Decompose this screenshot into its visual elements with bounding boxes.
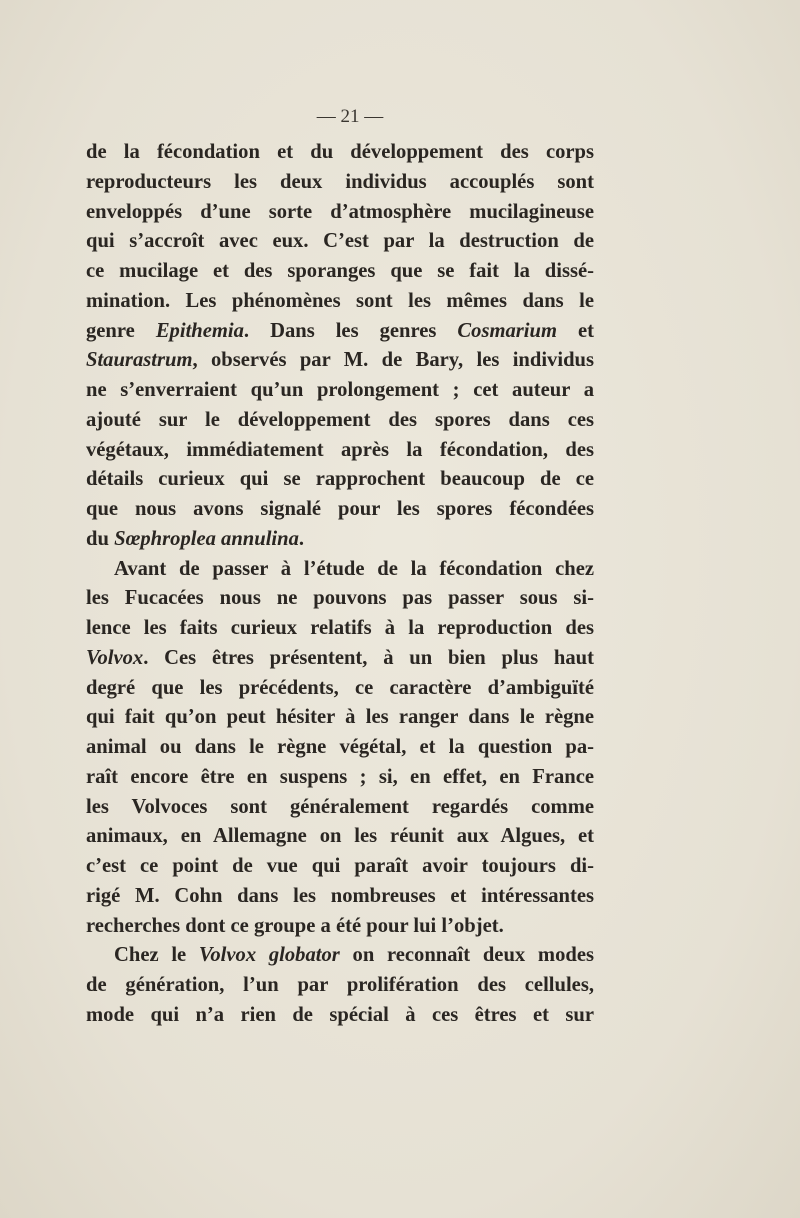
italic-text: Epithemia xyxy=(155,319,244,342)
text-run: ce mucilage et des sporanges que se fait la dissé- xyxy=(86,260,594,282)
text-line xyxy=(86,495,594,525)
text-run: que nous avons signalé pour les spores fécondées xyxy=(86,498,594,520)
italic-text: Volvox xyxy=(86,646,144,669)
text-line xyxy=(86,882,594,912)
text-line xyxy=(86,644,594,674)
text-run: mination. Les phénomènes sont les mêmes dans le xyxy=(86,289,594,312)
text-line xyxy=(86,376,594,406)
text-run: qui s’accroît avec eux. C’est par la destruction de xyxy=(86,230,594,253)
text-run: les Volvoces sont généralement regardés comme xyxy=(86,795,594,818)
text-run: et xyxy=(557,319,595,342)
text-line xyxy=(86,436,594,466)
text-line xyxy=(86,317,594,347)
text-run: enveloppés d’une sorte d’atmosphère mucilagineuse xyxy=(86,200,594,223)
text-run: les Fucacées nous ne pouvons pas passer sous si- xyxy=(86,587,594,610)
text-run: végétaux, immédiatement après la fécondation, des xyxy=(86,438,594,461)
body-text xyxy=(86,138,594,1031)
text-line xyxy=(86,822,594,852)
text-run: Avant de passer à l’étude de la fécondation chez xyxy=(114,557,594,580)
text-run: recherches dont ce groupe a été pour lui l’objet. xyxy=(86,914,504,937)
text-line xyxy=(86,287,594,317)
text-line xyxy=(86,525,594,555)
text-run: qui fait qu’on peut hésiter à les ranger dans le règne xyxy=(86,706,594,729)
text-line xyxy=(86,584,594,614)
text-run: reproducteurs les deux individus accouplés sont xyxy=(86,170,594,193)
text-run: on reconnaît deux modes xyxy=(339,944,594,967)
italic-text: Sœphroplea annulina xyxy=(114,527,299,550)
text-run: degré que les précédents, ce caractère d’ambiguïté xyxy=(86,676,594,699)
text-line xyxy=(86,703,594,733)
italic-text: Volvox globator xyxy=(198,944,340,967)
text-line xyxy=(86,555,594,585)
text-run: lence les faits curieux relatifs à la reproduction des xyxy=(86,617,594,639)
text-run: . Dans les genres xyxy=(243,319,458,342)
italic-text: Staurastrum xyxy=(86,349,193,372)
text-run: Chez le xyxy=(114,944,199,967)
text-run: c’est ce point de vue qui paraît avoir toujours di- xyxy=(86,855,594,877)
text-line xyxy=(86,912,594,942)
text-line xyxy=(86,971,594,1001)
text-run: . Ces êtres présentent, à un bien plus haut xyxy=(143,646,594,669)
text-run: ne s’enverraient qu’un prolongement ; cet auteur a xyxy=(86,379,594,401)
text-line xyxy=(86,257,594,287)
italic-text: Cosmarium xyxy=(457,319,557,342)
text-line xyxy=(86,198,594,228)
text-line xyxy=(86,406,594,436)
text-line xyxy=(86,465,594,495)
text-line xyxy=(86,614,594,644)
text-run: ajouté sur le développement des spores dans ces xyxy=(86,408,594,431)
text-run: rigé M. Cohn dans les nombreuses et intéressantes xyxy=(86,884,594,907)
text-run: de la fécondation et du développement des corps xyxy=(86,141,594,163)
text-run: mode qui n’a rien de spécial à ces êtres et sur xyxy=(86,1003,594,1026)
text-line xyxy=(86,763,594,793)
text-run: genre xyxy=(86,319,156,342)
text-line xyxy=(86,852,594,882)
text-line xyxy=(86,674,594,704)
text-line xyxy=(86,941,594,971)
text-line xyxy=(86,168,594,198)
text-run: de génération, l’un par prolifération des cellules, xyxy=(86,974,594,996)
text-line xyxy=(86,793,594,823)
text-run: , observés par M. de Bary, les individus xyxy=(192,349,594,372)
text-line xyxy=(86,1001,594,1031)
text-line xyxy=(86,346,594,376)
text-run: raît encore être en suspens ; si, en effet, en France xyxy=(86,765,594,788)
text-run: animal ou dans le règne végétal, et la question pa- xyxy=(86,736,594,758)
text-line xyxy=(86,138,594,168)
page-number: — 21 — xyxy=(316,106,384,127)
text-run: animaux, en Allemagne on les réunit aux Algues, et xyxy=(86,825,594,848)
text-line xyxy=(86,733,594,763)
text-line xyxy=(86,227,594,257)
text-run: . xyxy=(298,527,305,550)
text-run: du xyxy=(86,527,115,550)
text-run: détails curieux qui se rapprochent beaucoup de ce xyxy=(86,468,594,491)
